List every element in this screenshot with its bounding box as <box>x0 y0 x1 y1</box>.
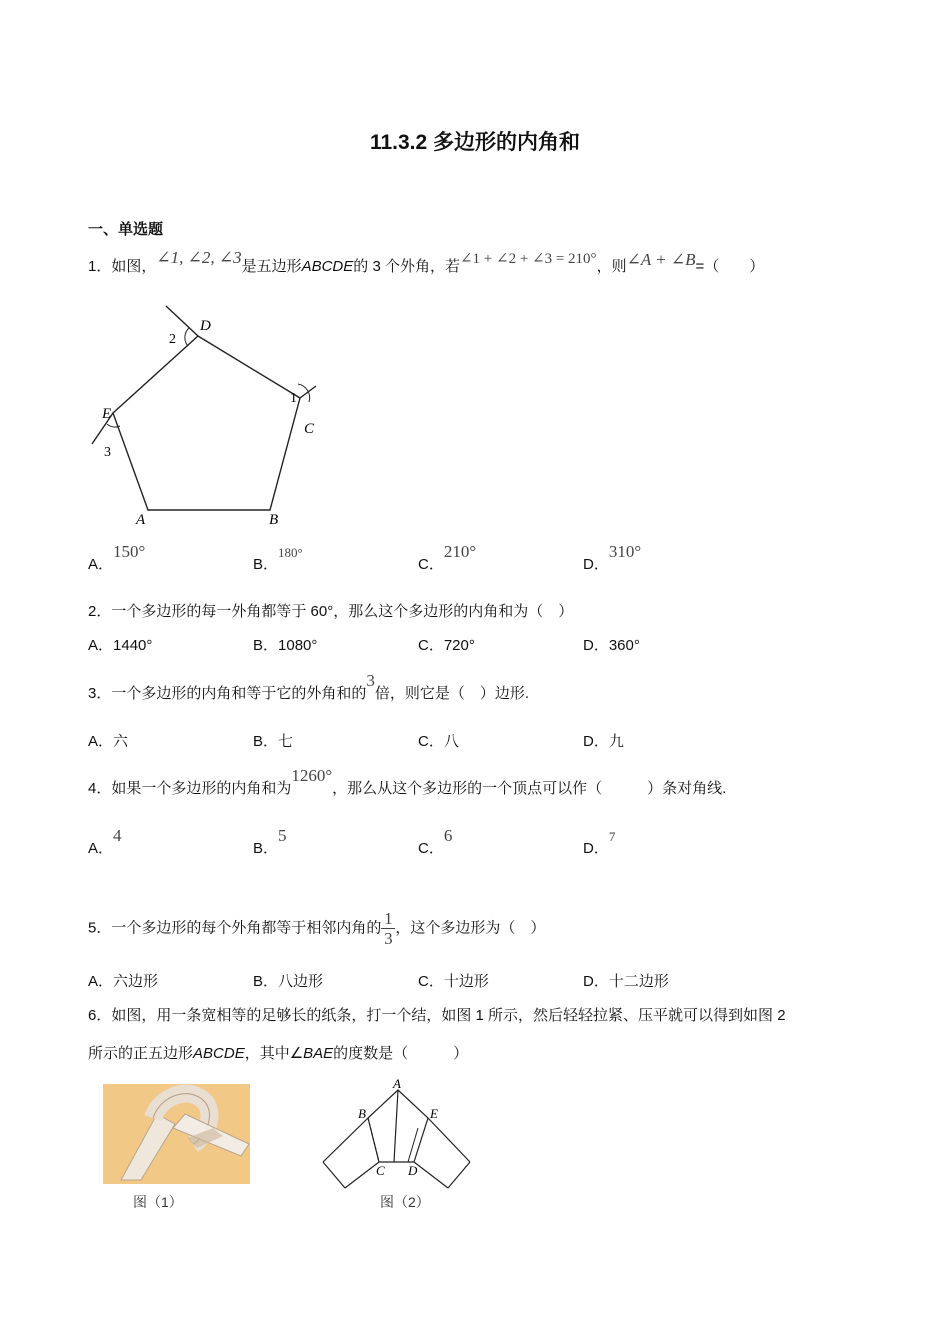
option-value: 720° <box>443 637 475 654</box>
option-letter: A． <box>88 556 114 573</box>
option-value: 十边形 <box>443 973 489 990</box>
option-value: 180° <box>278 545 303 560</box>
q5-option-b[interactable] <box>253 970 323 991</box>
option-letter: A． <box>88 840 114 857</box>
q1-option-d[interactable] <box>583 542 642 574</box>
q1-condition: ∠1 + ∠2 + ∠3 = 210° <box>459 251 597 267</box>
angle-arc-2 <box>185 328 189 346</box>
q1-target: ∠A + ∠B <box>626 250 696 269</box>
strip-right-bottom <box>414 1162 448 1188</box>
option-letter: D． <box>583 637 609 654</box>
strip-left-top <box>323 1118 368 1162</box>
question-2-stem: 2．一个多边形的每一外角都等于 60°，那么这个多边形的内角和为（ ） <box>88 603 574 620</box>
q5-option-a[interactable] <box>88 970 158 991</box>
q1-option-b[interactable] <box>253 545 303 574</box>
option-letter: A． <box>88 637 114 654</box>
q6-pre: 所示的正五边形 <box>88 1045 194 1062</box>
q2-option-d[interactable] <box>583 634 640 655</box>
option-letter: D． <box>583 556 609 573</box>
option-letter: A． <box>88 973 114 990</box>
label-1: 1 <box>290 391 297 406</box>
question-6-line-1: 6．如图，用一条宽相等的足够长的纸条，打一个结，如图 1 所示，然后轻轻拉紧、压平就可以得到如图 2 <box>88 1007 786 1024</box>
option-letter: A． <box>88 733 114 750</box>
label-A: A <box>136 512 146 528</box>
option-value: 七 <box>278 733 294 750</box>
q1-angles: ∠1, ∠2, ∠3 <box>156 248 242 267</box>
option-value: 4 <box>113 826 122 845</box>
q1-pentagon-figure <box>88 298 328 533</box>
label-3: 3 <box>104 445 111 460</box>
option-value: 六 <box>113 733 129 750</box>
strip-right-outer <box>448 1162 470 1188</box>
option-value: 八 <box>443 733 459 750</box>
q4-number: 1260° <box>291 766 333 785</box>
q1-number: 1．如图， <box>88 258 157 275</box>
q1-option-a[interactable] <box>88 542 146 574</box>
question-3-stem <box>88 671 530 703</box>
fraction-denominator: 3 <box>384 929 393 948</box>
q3-option-c[interactable] <box>418 730 459 751</box>
fig2-label-B: B <box>358 1106 366 1121</box>
fig1-caption: 图（1） <box>133 1194 183 1210</box>
option-letter: B． <box>253 556 279 573</box>
option-letter: D． <box>583 733 609 750</box>
question-4-stem <box>88 766 727 798</box>
q5-pre: 5．一个多边形的每个外角都等于相邻内角的 <box>88 919 382 937</box>
option-letter: C． <box>418 556 444 573</box>
label-2: 2 <box>169 332 176 347</box>
q5-option-d[interactable] <box>583 970 669 991</box>
q5-fraction <box>381 910 395 947</box>
section-heading: 一、单选题 <box>88 221 164 238</box>
option-letter: C． <box>418 637 444 654</box>
q4-pre: 4．如果一个多边形的内角和为 <box>88 780 292 797</box>
q3-pre: 3．一个多边形的内角和等于它的外角和的 <box>88 685 367 702</box>
option-letter: B． <box>253 973 279 990</box>
fig2-label-E: E <box>430 1106 438 1121</box>
q2-option-c[interactable] <box>418 634 475 655</box>
q6-mid: ，其中∠ <box>244 1045 304 1062</box>
strip-left-outer <box>323 1162 345 1188</box>
label-B: B <box>269 512 279 528</box>
option-letter: D． <box>583 973 609 990</box>
q3-post: 倍，则它是（ ）边形. <box>374 685 530 702</box>
option-letter: C． <box>418 840 444 857</box>
option-value: 5 <box>278 826 287 845</box>
q1-text3: ，则 <box>596 258 627 275</box>
q2-option-a[interactable] <box>88 634 152 655</box>
q4-post: ，那么从这个多边形的一个顶点可以作（ ）条对角线. <box>332 780 727 797</box>
option-letter: B． <box>253 840 279 857</box>
label-E: E <box>102 406 112 422</box>
option-value: 十二边形 <box>608 973 669 990</box>
fraction-numerator: 1 <box>381 910 395 929</box>
strip-right-top <box>428 1118 470 1162</box>
q1-text4: =（ ） <box>695 258 765 275</box>
q5-option-c[interactable] <box>418 970 489 991</box>
option-letter: B． <box>253 637 279 654</box>
q4-option-d[interactable] <box>583 829 616 858</box>
q3-number: 3 <box>366 671 375 690</box>
fig2-label-C: C <box>376 1163 385 1178</box>
pentagon-knot-figure <box>320 1078 475 1193</box>
label-C: C <box>304 421 315 437</box>
knot-photo-figure <box>103 1084 250 1184</box>
option-value: 6 <box>443 826 453 845</box>
option-value: 310° <box>608 542 642 561</box>
option-letter: C． <box>418 973 444 990</box>
option-value: 360° <box>608 637 640 654</box>
q4-option-b[interactable] <box>253 826 287 858</box>
option-value: 九 <box>608 733 624 750</box>
question-6-line-2 <box>88 1042 468 1063</box>
label-D: D <box>200 318 211 334</box>
option-value: 八边形 <box>278 973 324 990</box>
option-letter: B． <box>253 733 279 750</box>
strip-fold-line <box>394 1090 398 1162</box>
q1-text1: 是五边形 <box>241 258 302 275</box>
page-title: 11.3.2 多边形的内角和 <box>369 131 581 154</box>
question-5-stem <box>88 910 545 947</box>
q6-post: 的度数是（ ） <box>333 1045 469 1062</box>
q4-option-a[interactable] <box>88 826 122 858</box>
q1-text2: 的 3 个外角，若 <box>353 258 460 275</box>
fig2-caption: 图（2） <box>380 1194 430 1210</box>
q3-option-a[interactable] <box>88 730 128 751</box>
option-value: 1080° <box>278 637 318 654</box>
fig2-label-D: D <box>408 1163 418 1178</box>
fig2-label-A: A <box>393 1078 401 1091</box>
pentagon-outline <box>113 336 300 510</box>
option-value: 六边形 <box>113 973 159 990</box>
option-value: 7 <box>608 829 616 844</box>
question-1-stem <box>88 248 765 276</box>
q5-post: ，这个多边形为（ ） <box>395 919 546 937</box>
option-letter: D． <box>583 840 609 857</box>
q1-option-c[interactable] <box>418 542 477 574</box>
strip-left-bottom <box>345 1162 379 1188</box>
option-value: 150° <box>113 542 146 561</box>
q6-bae: BAE <box>303 1045 334 1062</box>
q3-option-d[interactable] <box>583 730 624 751</box>
q4-option-c[interactable] <box>418 826 453 858</box>
q2-option-b[interactable] <box>253 634 317 655</box>
option-value: 1440° <box>113 637 153 654</box>
q1-abcde: ABCDE <box>301 258 354 275</box>
strip-inner-line <box>408 1128 418 1162</box>
option-letter: C． <box>418 733 444 750</box>
option-value: 210° <box>443 542 477 561</box>
q3-option-b[interactable] <box>253 730 293 751</box>
q6-abcde: ABCDE <box>193 1045 245 1062</box>
